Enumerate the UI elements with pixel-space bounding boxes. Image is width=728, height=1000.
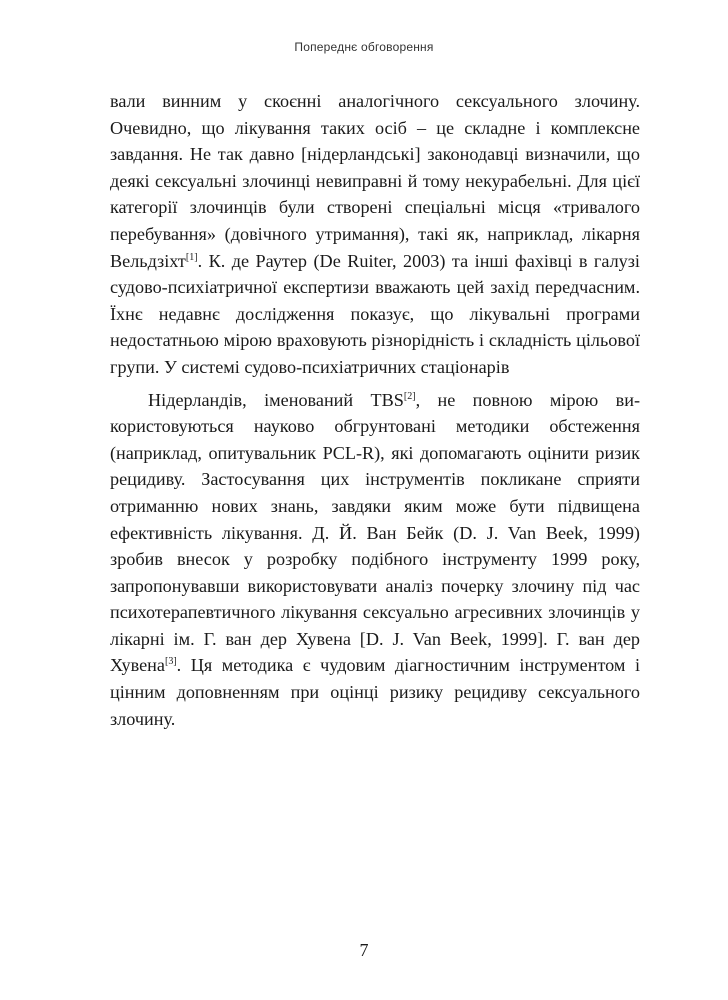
paragraph-2	[110, 387, 640, 733]
paragraph-1-text-b: . К. де Раутер (De Ruiter, 2003) та інші фахівці в галузі судово-психіатричної експертизи вважають цей захід передчасним. Їхнє недавнє дослідження показує, що лікувальні програми недостатньою мірою враховують різнорідність і складність цільової групи. У системі судово-психіатричних стаціонарів	[110, 250, 640, 377]
paragraph-2-text-c: . Ця методика є чудовим діагностичним інструментом і цінним доповненням при оцінці ризику рецидиву сексуального злочину.	[110, 655, 640, 729]
footnote-ref-1: [1]	[185, 251, 198, 263]
paragraph-1	[110, 88, 640, 381]
paragraph-2-text-a: Нідерландів, іменований TBS	[148, 389, 404, 410]
paragraph-1-text-a: вали винним у скоєнні аналогічного сексуального злочину. Очевидно, що лікування таких осіб – це складне і комплексне завдання. Не так давно [нідерландські] законодавці визначили, що деякі сексуальні злочинці невиправні й тому некурабельні. Для цієї категорії злочинців були створені спеціальні місця «тривалого перебування» (довічного утримання), такі як, наприклад, лікарня Вельдзіхт	[110, 91, 640, 271]
running-header: Попереднє обговорення	[294, 40, 434, 54]
footnote-ref-3: [3]	[165, 656, 177, 668]
footnote-ref-2: [2]	[403, 390, 416, 402]
page-number: 7	[359, 940, 369, 960]
body-text	[110, 88, 640, 732]
paragraph-2-text-b: , не повною мірою використовуються науково обгрунтовані методики обстеження (наприклад, опитувальник PCL-R), які допомагають оцінити ризик рецидиву. Застосування цих інструментів покликане сприяти отриманню нових знань, завдяки яким може бути підвищена ефективність лікування. Д. Й. Ван Бейк (D. J. Van Beek, 1999) зробив внесок у розробку подібного інструменту 1999 року, запропонувавши використовувати аналіз почерку злочину під час психотерапевтичного лікування сексуально агресивних злочинців у лікарні ім. Г. ван дер Хувена [D. J. Van Beek, 1999]. Г. ван дер Хувена	[110, 389, 640, 676]
